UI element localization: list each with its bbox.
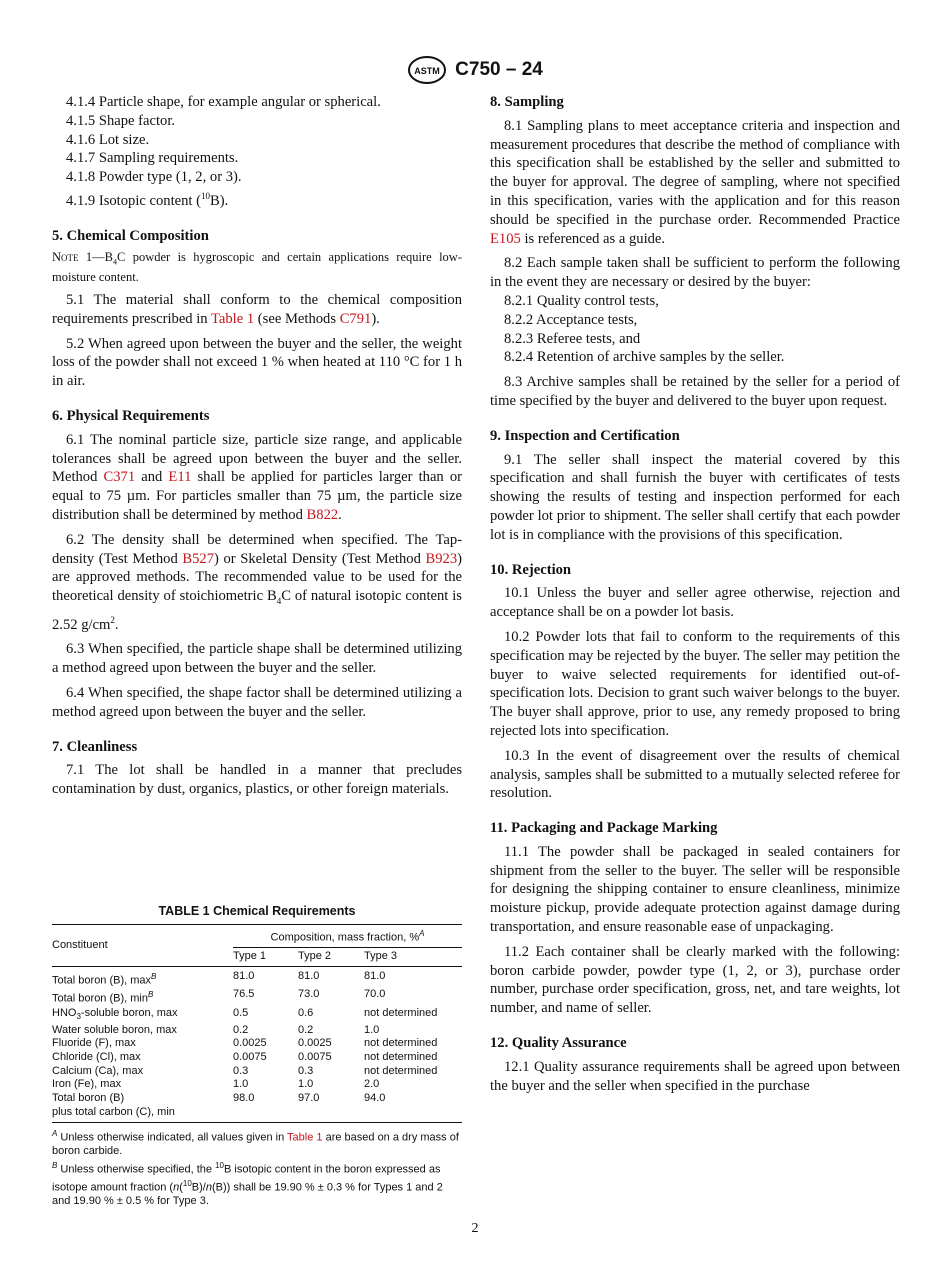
table-row: plus total carbon (C), min xyxy=(52,1106,462,1122)
left-column xyxy=(52,93,462,815)
e11-link[interactable]: E11 xyxy=(168,469,192,486)
b923-link[interactable]: B923 xyxy=(425,550,458,567)
section-heading: 5. Chemical Composition xyxy=(52,227,209,244)
section-heading: 12. Quality Assurance xyxy=(490,1035,627,1052)
paragraph-8-3: 8.3 Archive samples shall be retained by the seller for a period of time specified by the buyer and delivered to the buyer upon request. xyxy=(490,374,900,409)
table-1-link[interactable]: Table 1 xyxy=(211,310,255,327)
paragraph-6-4: 6.4 When specified, the shape factor shall be determined utilizing a method agreed upon between the buyer and the seller. xyxy=(52,685,462,720)
paragraph-5-1: 5.1 The material shall conform to the chemical composition requirements prescribed in Table 1 (see Methods C791). xyxy=(52,291,462,327)
paragraph-7-1: 7.1 The lot shall be handled in a manner that precludes contamination by dust, organics, plastics, or other foreign materials. xyxy=(52,762,462,798)
paragraph-11-2: 11.2 Each container shall be clearly marked with the following: boron carbide powder, powder type (1, 2, or 3), purchase order number, purchase order specification, gross, net, and tare weights, lot number, and name of seller. xyxy=(490,943,900,1017)
list-item: 4.1.6 Lot size. xyxy=(66,131,150,148)
paragraph-8-2: 8.2 Each sample taken shall be sufficient to perform the following in the event they are necessary or desired by the buyer: xyxy=(490,255,900,291)
type-1-header: Type 1 xyxy=(233,948,298,967)
page-number: 2 xyxy=(471,1221,479,1236)
document-designation: C750 – 24 xyxy=(455,59,543,80)
type-2-header: Type 2 xyxy=(298,948,364,967)
section-7 xyxy=(52,738,462,799)
section-heading: 7. Cleanliness xyxy=(52,738,138,755)
section-6 xyxy=(52,407,462,722)
paragraph-6-2: 6.2 The density shall be determined when specified. The Tap-density (Test Method B527) or Skeletal Density (Test Method B923) are approved methods. The recommended value to be used for the theoretical density of stoichiometric $B_4C$ of natural isotopic content is 2.52 $g/cm^2$. xyxy=(52,531,462,633)
paragraph-5-2: 5.2 When agreed upon between the buyer and the seller, the weight loss of the powder shall not exceed 1 % when heated at 110 °C for 1 h in air. xyxy=(52,335,462,390)
table-row: Water soluble boron, max 0.2 0.2 1.0 xyxy=(52,1023,380,1036)
type-3-header: Type 3 xyxy=(364,948,462,967)
paragraph-8-1: 8.1 Sampling plans to meet acceptance criteria and inspection and measurement procedures that describe the method of compliance with this specification shall be established by the seller and submitted to the buyer for approval. The degree of sampling, where not specified in this specification, varies with the application and for this reason should be specified in the purchase order. Recommended Practice E105 is referenced as a guide. xyxy=(490,117,900,247)
constituent-header: Constituent xyxy=(52,925,233,967)
section-heading: 6. Physical Requirements xyxy=(52,407,210,424)
footnote-b: $^B$ Unless otherwise specified, the $^{10}$B isotopic content in the boron expressed as isotope amount fraction (n($^{10}$B)/n(B)) shall be 19.90 % ± 0.3 % for Types 1 and 2 and 19.90 % ± 0.5 % for Type 3. xyxy=(52,1160,443,1208)
b527-link[interactable]: B527 xyxy=(182,550,214,567)
list-item: 8.2.1 Quality control tests, xyxy=(504,292,659,309)
page-header xyxy=(0,55,950,85)
list-item: 4.1.9 Isotopic content ($^{10}$B). xyxy=(66,190,229,209)
section-heading: 10. Rejection xyxy=(490,561,572,578)
list-item: 4.1.8 Powder type (1, 2, or 3). xyxy=(66,169,242,186)
composition-header: Composition, mass fraction, %$^A$ xyxy=(233,925,462,948)
section-11 xyxy=(490,819,900,1018)
note-1: Note $1—B_4C$ powder is hygroscopic and certain applications require low-moisture content. xyxy=(52,250,462,284)
paragraph-10-2: 10.2 Powder lots that fail to conform to the requirements of this specification may be rejected by the buyer. The seller may petition the buyer to waive selected requirements for identified out-of-specification lots. Decision to grant such waiver belongs to the buyer. The buyer shall approve, prior to use, any remedy proposed to bring rejected lots into specification. xyxy=(490,628,900,739)
list-item: 8.2.4 Retention of archive samples by the seller. xyxy=(504,349,785,366)
right-column xyxy=(490,93,900,1111)
section-9 xyxy=(490,427,900,545)
e105-link[interactable]: E105 xyxy=(490,230,521,247)
paragraph-10-3: 10.3 In the event of disagreement over the results of chemical analysis, samples shall be submitted to a mutually selected referee for resolution. xyxy=(490,747,900,802)
section-heading: 11. Packaging and Package Marking xyxy=(490,820,718,837)
table-row: Iron (Fe), max 1.0 1.0 2.0 xyxy=(52,1078,380,1091)
list-item: 4.1.7 Sampling requirements. xyxy=(66,150,239,167)
paragraph-10-1: 10.1 Unless the buyer and seller agree otherwise, rejection and acceptance shall be on a powder lot basis. xyxy=(490,585,900,621)
paragraph-6-3: 6.3 When specified, the particle shape shall be determined utilizing a method agreed upon between the buyer and the seller. xyxy=(52,641,462,677)
section-heading: 9. Inspection and Certification xyxy=(490,427,680,444)
table-row: Fluoride (F), max 0.0025 0.0025 not determined xyxy=(52,1037,438,1050)
list-item: 4.1.5 Shape factor. xyxy=(66,112,176,129)
section-5 xyxy=(52,227,462,391)
list-item: 8.2.2 Acceptance tests, xyxy=(504,311,638,328)
paragraph-12-1: 12.1 Quality assurance requirements shall be agreed upon between the buyer and the seller when specified in the purchase xyxy=(490,1058,900,1094)
section-8 xyxy=(490,93,900,411)
paragraph-6-1: 6.1 The nominal particle size, particle size range, and applicable tolerances shall be agreed upon between the buyer and the seller. Method C371 and E11 shall be applied for particles larger than or equal to 75 µm. For particles smaller than 75 µm, the particle size distribution shall be determined by method B822. xyxy=(52,431,462,523)
table-1-link[interactable]: Table 1 xyxy=(287,1131,323,1144)
table-row: Total boron (B), $\max^B$ 81.0 81.0 81.0 xyxy=(52,970,386,987)
list-item: 4.1.4 Particle shape, for example angular or spherical. xyxy=(66,94,381,110)
logo-text: ASTM xyxy=(414,66,440,76)
c791-link[interactable]: C791 xyxy=(339,310,372,327)
table-1 xyxy=(52,904,462,1209)
table-title: TABLE 1 Chemical Requirements xyxy=(158,904,356,918)
section-10 xyxy=(490,561,900,804)
table-row: Chloride (Cl), max 0.0075 0.0075 not determined xyxy=(52,1051,438,1064)
b822-link[interactable]: B822 xyxy=(306,506,339,523)
footnote-a: $^A$ Unless otherwise indicated, all values given in Table 1 are based on a dry mass of boron carbide. xyxy=(52,1128,459,1158)
table-row: Calcium (Ca), max 0.3 0.3 not determined xyxy=(52,1064,438,1077)
paragraph-9-1: 9.1 The seller shall inspect the material covered by this specification and shall furnish the buyer with certificates of tests showing the results of testing and inspection performed for each powder lot prior to shipment. The seller shall certify that each powder lot is in compliance with the provisions of this specification. xyxy=(490,451,900,543)
paragraph-11-1: 11.1 The powder shall be packaged in sealed containers for shipment from the seller to the buyer. The seller will be responsible for designing the shipping container to ensure cleanliness, minimize moisture pickup, provide adequate protection against damage during transportation, and ensure reasonable ease of unpackaging. xyxy=(490,843,900,936)
list-item: 8.2.3 Referee tests, and xyxy=(504,330,641,347)
section-12 xyxy=(490,1034,900,1095)
table-row: Total boron (B) 98.0 97.0 94.0 xyxy=(52,1092,386,1105)
section-heading: 8. Sampling xyxy=(490,94,564,110)
list-4-1 xyxy=(52,93,462,211)
table-row: Total boron (B), $\min^B$ 76.5 73.0 70.0 xyxy=(52,988,386,1006)
chemical-requirements-table xyxy=(52,924,462,1123)
table-row: $HNO_3$-soluble boron, max 0.5 0.6 not determined xyxy=(52,1006,438,1021)
c371-link[interactable]: C371 xyxy=(103,469,136,486)
table-footnotes xyxy=(52,1127,462,1209)
astm-logo-icon xyxy=(407,55,447,85)
